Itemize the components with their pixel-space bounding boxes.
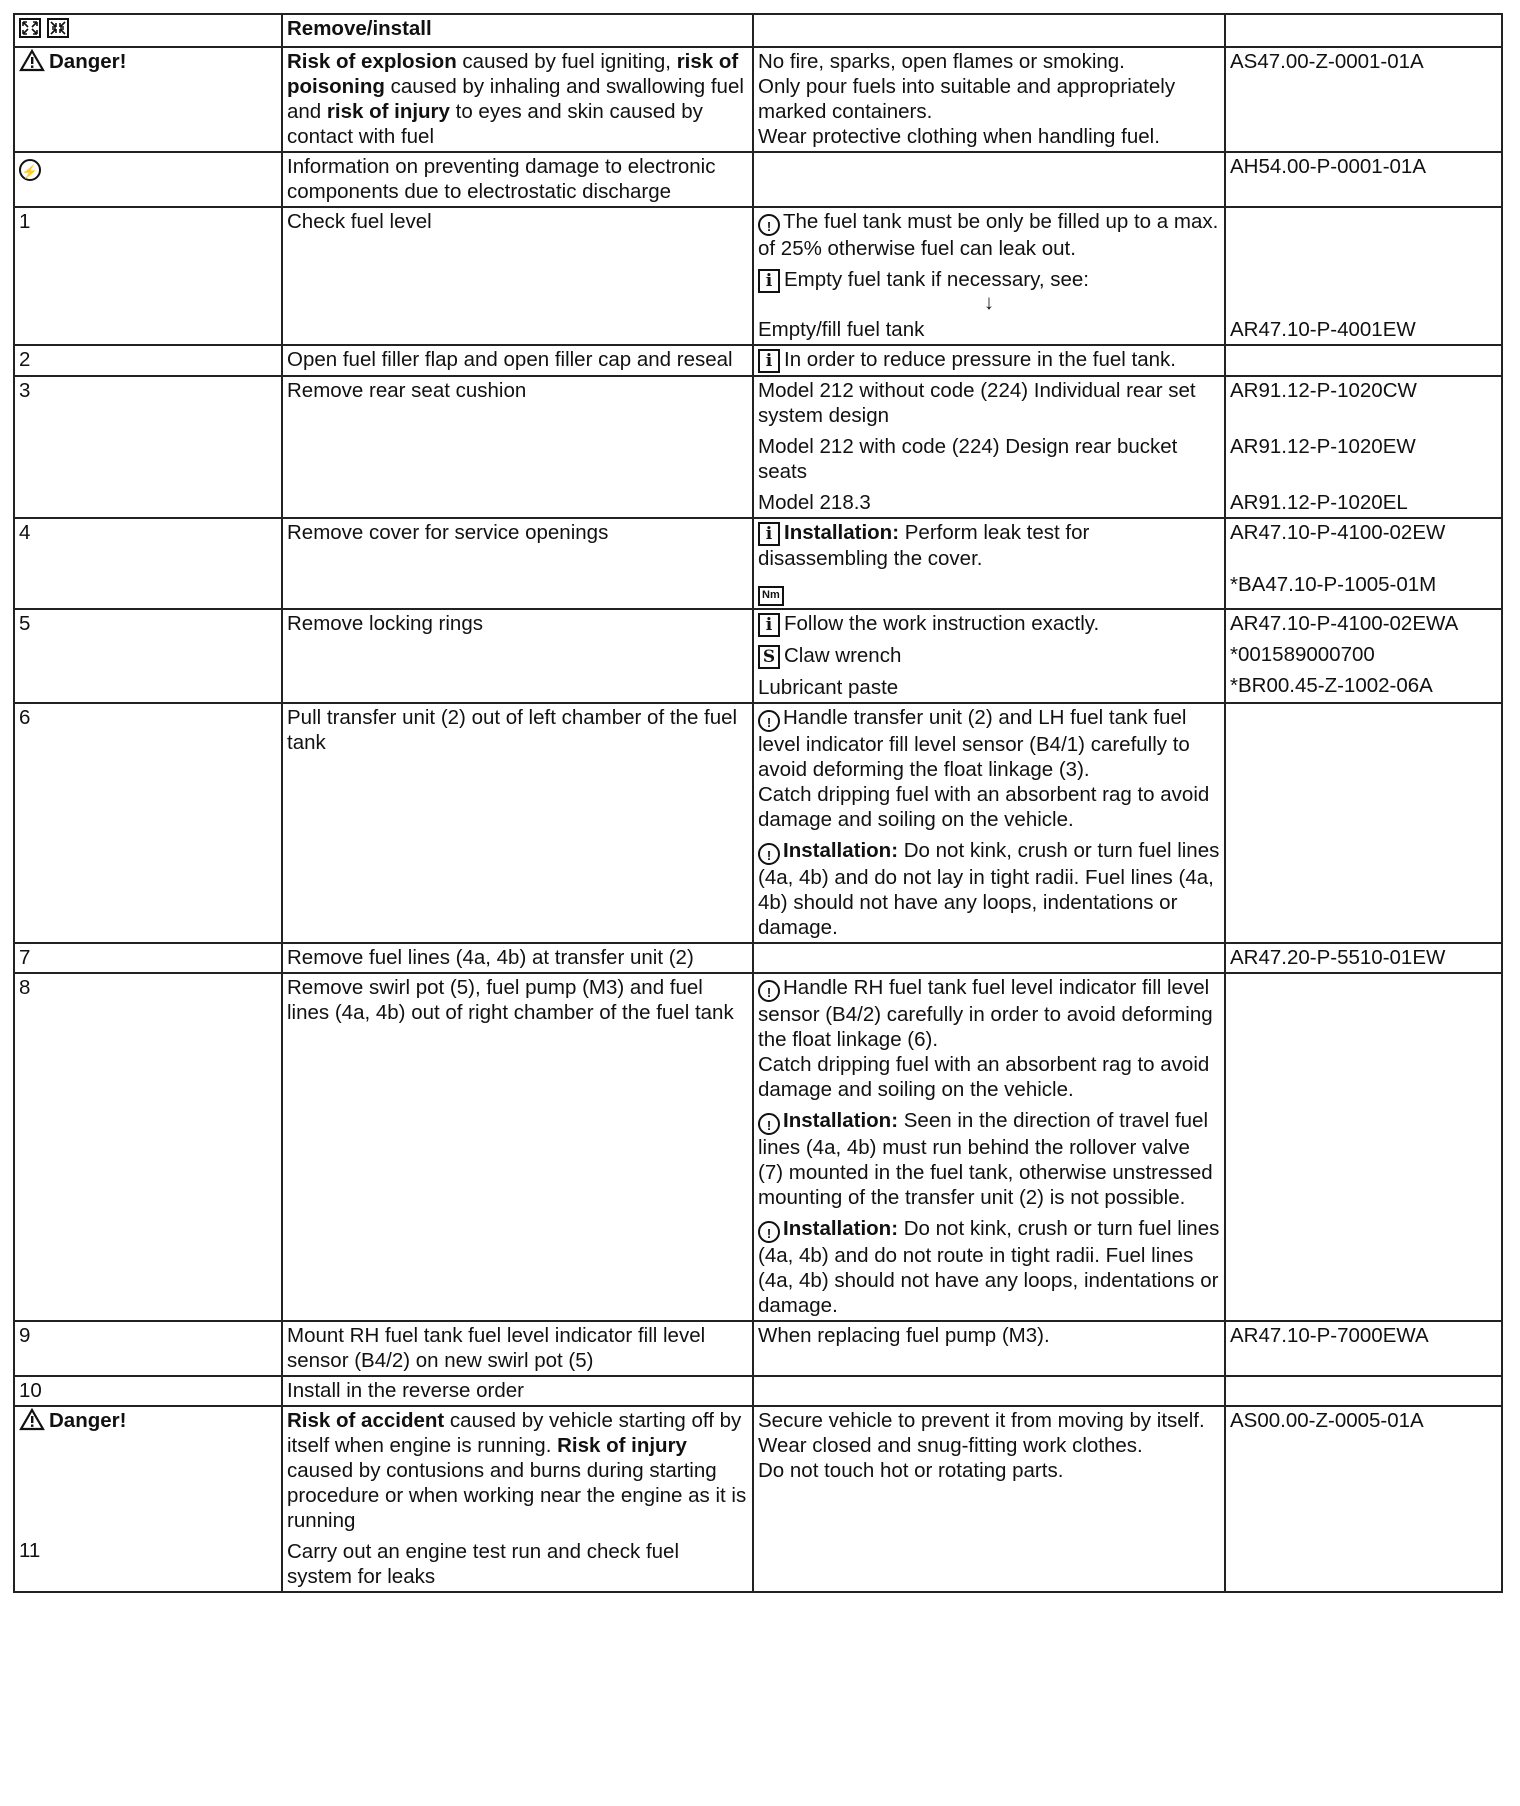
torque-nm-icon[interactable]: Nm — [758, 586, 784, 606]
step-row-4: 4 Remove cover for service openings i Installation: Perform leak test for disassembling the cover. Nm AR47.10-P-4100-02EW *BA47.10-P-1005-01M — [14, 518, 1502, 609]
step-ref-link[interactable]: AR47.20-P-5510-01EW — [1225, 943, 1502, 973]
caution-icon: ! — [758, 1113, 780, 1135]
step-text: Remove locking rings — [282, 609, 753, 703]
danger-row-engine — [14, 1406, 1502, 1592]
danger-label: Danger! — [49, 50, 127, 73]
step-text: Pull transfer unit (2) out of left chamber of the fuel tank — [282, 703, 753, 943]
step-row-8: 8 Remove swirl pot (5), fuel pump (M3) and fuel lines (4a, 4b) out of right chamber of the fuel tank ! Handle RH fuel tank fuel level indicator fill level sensor (B4/2) carefully in order to avoid deforming the float linkage (6). Catch dripping fuel with an absorbent rag to avoid damage and soiling on the vehicle. ! Installation: Seen in the direction of travel fuel lines (4a, 4b) must run behind the rollover valve (7) mounted in the fuel tank, otherwise unstressed mounting of the transfer unit (2) is not possible. ! Installation: Do not kink, crush or turn fuel lines (4a, 4b) and do not route in tight radii. Fuel lines (4a, 4b) should not have any loops, indentations or damage. — [14, 973, 1502, 1321]
step-number: 7 — [14, 943, 282, 973]
step-number: 10 — [14, 1376, 282, 1406]
step-number: 5 — [14, 609, 282, 703]
step-row-6: 6 Pull transfer unit (2) out of left chamber of the fuel tank ! Handle transfer unit (2) and LH fuel tank fuel level indicator fill level sensor (B4/1) carefully to avoid deforming the float linkage (3). Catch dripping fuel with an absorbent rag to avoid damage and soiling on the vehicle. ! Installation: Do not kink, crush or turn fuel lines (4a, 4b) and do not lay in tight radii. Fuel lines (4a, 4b) should not have any loops, indentations or damage. — [14, 703, 1502, 943]
ref-link[interactable]: AR91.12-P-1020CW — [1230, 379, 1417, 402]
esd-description: Information on preventing damage to electronic components due to electrostatic discharge — [282, 152, 753, 207]
esd-caution-icon: ⚡ — [19, 159, 41, 181]
danger-note: No fire, sparks, open flames or smoking. Only pour fuels into suitable and appropriately marked containers. Wear protective clothing when handling fuel. — [753, 47, 1225, 152]
step-number: 11 — [19, 1539, 41, 1562]
empty-fill-link[interactable]: Empty/fill fuel tank — [758, 318, 925, 341]
danger-note: Secure vehicle to prevent it from moving by itself. Wear closed and snug-fitting work clothes. Do not touch hot or rotating parts. — [753, 1406, 1225, 1592]
header-title: Remove/install — [282, 14, 753, 47]
ref-link[interactable]: *BR00.45-Z-1002-06A — [1230, 674, 1433, 697]
info-icon: i — [758, 349, 780, 373]
warning-triangle-icon — [19, 1408, 45, 1431]
ref-link[interactable]: AR47.10-P-4100-02EWA — [1230, 612, 1459, 635]
step-number: 8 — [14, 973, 282, 1321]
info-icon: i — [758, 269, 780, 293]
step-number: 3 — [14, 376, 282, 518]
step-number: 6 — [14, 703, 282, 943]
step-text: Install in the reverse order — [282, 1376, 753, 1406]
step-text: Remove rear seat cushion — [282, 376, 753, 518]
danger-row-fuel — [14, 47, 1502, 152]
step-row-9: 9 Mount RH fuel tank fuel level indicator fill level sensor (B4/2) on new swirl pot (5) When replacing fuel pump (M3). AR47.10-P-7000EWA — [14, 1321, 1502, 1376]
caution-icon: ! — [758, 843, 780, 865]
ref-link[interactable]: *BA47.10-P-1005-01M — [1230, 573, 1437, 596]
ref-link[interactable]: AR91.12-P-1020EL — [1230, 491, 1408, 514]
warning-triangle-icon — [19, 49, 45, 72]
info-icon: i — [758, 613, 780, 637]
danger-ref-link[interactable]: AS47.00-Z-0001-01A — [1225, 47, 1502, 152]
esd-ref-link[interactable]: AH54.00-P-0001-01A — [1225, 152, 1502, 207]
step-number: 1 — [14, 207, 282, 345]
step-row-3: 3 Remove rear seat cushion Model 212 without code (224) Individual rear set system design Model 212 with code (224) Design rear bucket seats Model 218.3 AR91.12-P-1020CW AR91.12-P-1020EW AR91.12-P-1020EL — [14, 376, 1502, 518]
step-text: Mount RH fuel tank fuel level indicator fill level sensor (B4/2) on new swirl pot (5) — [282, 1321, 753, 1376]
step-row-7 — [14, 943, 1502, 973]
expand-collapse-icons — [14, 14, 282, 47]
arrow-down-icon: ↓ — [983, 291, 995, 314]
ref-link[interactable]: AR47.10-P-4100-02EW — [1230, 521, 1446, 544]
step-text: Open fuel filler flap and open filler cap and reseal — [282, 345, 753, 376]
danger-description: Risk of accident caused by vehicle starting off by itself when engine is running. Risk of injury caused by contusions and burns during starting procedure or when working near the engine as it is running — [287, 1409, 747, 1532]
caution-icon: ! — [758, 214, 780, 236]
step-ref-link[interactable]: AR47.10-P-7000EWA — [1225, 1321, 1502, 1376]
header-row — [14, 14, 1502, 47]
esd-row — [14, 152, 1502, 207]
step-number: 2 — [14, 345, 282, 376]
step-number: 4 — [14, 518, 282, 609]
step-row-5: 5 Remove locking rings i Follow the work instruction exactly. S Claw wrench Lubricant paste AR47.10-P-4100-02EWA *001589000700 *BR00.45-Z-1002-06A — [14, 609, 1502, 703]
step-row-2: 2 Open fuel filler flap and open filler cap and reseal i In order to reduce pressure in the fuel tank. — [14, 345, 1502, 376]
ref-link[interactable]: AR91.12-P-1020EW — [1230, 435, 1416, 458]
ref-link[interactable]: *001589000700 — [1230, 643, 1375, 666]
step-row-10 — [14, 1376, 1502, 1406]
expand-icon[interactable] — [19, 18, 41, 38]
danger-ref-link[interactable]: AS00.00-Z-0005-01A — [1225, 1406, 1502, 1592]
step-row-1: 1 Check fuel level ! The fuel tank must be only be filled up to a max. of 25% otherwise fuel can leak out. i Empty fuel tank if necessary, see: ↓ Empty/fill fuel tank AR47.10-P-4001EW — [14, 207, 1502, 345]
step-ref-link[interactable]: AR47.10-P-4001EW — [1225, 207, 1502, 345]
info-icon: i — [758, 522, 780, 546]
step-text: Remove cover for service openings — [282, 518, 753, 609]
step-text: Remove swirl pot (5), fuel pump (M3) and fuel lines (4a, 4b) out of right chamber of the fuel tank — [282, 973, 753, 1321]
step-text: Remove fuel lines (4a, 4b) at transfer unit (2) — [282, 943, 753, 973]
danger-label: Danger! — [49, 1409, 127, 1432]
procedure-table — [13, 13, 1503, 1593]
danger-description: Risk of explosion caused by fuel igniting, risk of poisoning caused by inhaling and swallowing fuel and risk of injury to eyes and skin caused by contact with fuel — [282, 47, 753, 152]
tool-icon: S — [758, 645, 780, 669]
step-text: Carry out an engine test run and check fuel system for leaks — [287, 1540, 680, 1588]
step-text: Check fuel level — [282, 207, 753, 345]
caution-icon: ! — [758, 980, 780, 1002]
caution-icon: ! — [758, 1221, 780, 1243]
caution-icon: ! — [758, 710, 780, 732]
collapse-icon[interactable] — [47, 18, 69, 38]
step-number: 9 — [14, 1321, 282, 1376]
